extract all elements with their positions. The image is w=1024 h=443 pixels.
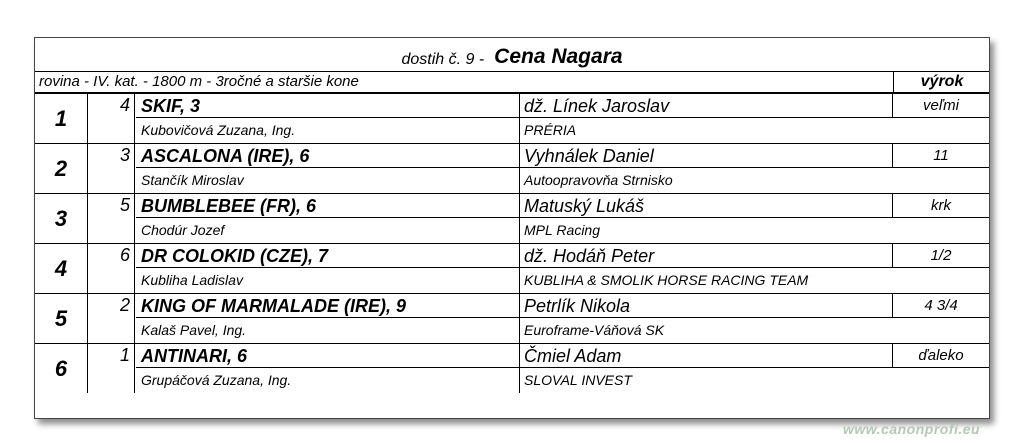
result-row xyxy=(35,194,989,244)
jockey-name: Vyhnálek Daniel xyxy=(520,144,893,168)
margin-verdict: 4 3/4 xyxy=(893,294,989,318)
finish-position: 4 xyxy=(35,244,88,293)
watermark: www.canonprofi.eu xyxy=(843,421,981,437)
result-row xyxy=(35,294,989,344)
saddle-number: 1 xyxy=(88,344,135,393)
saddle-number: 2 xyxy=(88,294,135,343)
race-number: dostih č. 9 - xyxy=(401,51,485,68)
verdict-header: výrok xyxy=(893,72,990,92)
owner-name: MPL Racing xyxy=(524,222,601,238)
result-row xyxy=(35,144,989,194)
result-row xyxy=(35,94,989,144)
saddle-number: 3 xyxy=(88,144,135,193)
race-name: Cena Nagara xyxy=(494,45,623,68)
finish-position: 3 xyxy=(35,194,88,243)
horse-name: ASCALONA (IRE), 6 xyxy=(136,144,520,168)
race-conditions: rovina - IV. kat. - 1800 m - 3ročné a staršie kone xyxy=(39,73,359,90)
horse-name: BUMBLEBEE (FR), 6 xyxy=(136,194,520,218)
trainer-name: Kubovičová Zuzana, Ing. xyxy=(136,118,520,143)
trainer-name: Stančík Miroslav xyxy=(136,168,520,193)
jockey-name: Petrlík Nikola xyxy=(520,294,893,318)
race-title xyxy=(35,38,989,72)
saddle-number: 4 xyxy=(88,94,135,143)
horse-name: SKIF, 3 xyxy=(136,94,520,118)
owner-name: Euroframe-Váňová SK xyxy=(524,322,665,338)
jockey-name: Matuský Lukáš xyxy=(520,194,893,218)
trainer-name: Grupáčová Zuzana, Ing. xyxy=(136,368,520,393)
jockey-name: dž. Hodáň Peter xyxy=(520,244,893,268)
owner-name: PRÉRIA xyxy=(524,122,577,138)
trainer-name: Chodúr Jozef xyxy=(136,218,520,243)
trainer-name: Kubliha Ladislav xyxy=(136,268,520,293)
results-card xyxy=(34,37,990,419)
finish-position: 2 xyxy=(35,144,88,193)
jockey-name: dž. Línek Jaroslav xyxy=(520,94,893,118)
owner-name: SLOVAL INVEST xyxy=(524,372,632,388)
result-row xyxy=(35,244,989,294)
margin-verdict: ďaleko xyxy=(893,344,989,368)
owner-name: Autoopravovňa Strnisko xyxy=(524,172,673,188)
jockey-name: Čmiel Adam xyxy=(520,344,893,368)
margin-verdict: 11 xyxy=(893,144,989,168)
margin-verdict: krk xyxy=(893,194,989,218)
trainer-name: Kalaš Pavel, Ing. xyxy=(136,318,520,343)
race-conditions-row xyxy=(35,72,989,94)
finish-position: 1 xyxy=(35,94,88,143)
horse-name: ANTINARI, 6 xyxy=(136,344,520,368)
horse-name: KING OF MARMALADE (IRE), 9 xyxy=(136,294,520,318)
owner-name: KUBLIHA & SMOLIK HORSE RACING TEAM xyxy=(524,272,809,288)
margin-verdict: 1/2 xyxy=(893,244,989,268)
saddle-number: 5 xyxy=(88,194,135,243)
result-row xyxy=(35,344,989,394)
finish-position: 5 xyxy=(35,294,88,343)
horse-name: DR COLOKID (CZE), 7 xyxy=(136,244,520,268)
saddle-number: 6 xyxy=(88,244,135,293)
margin-verdict: veľmi xyxy=(893,94,989,118)
finish-position: 6 xyxy=(35,344,88,393)
